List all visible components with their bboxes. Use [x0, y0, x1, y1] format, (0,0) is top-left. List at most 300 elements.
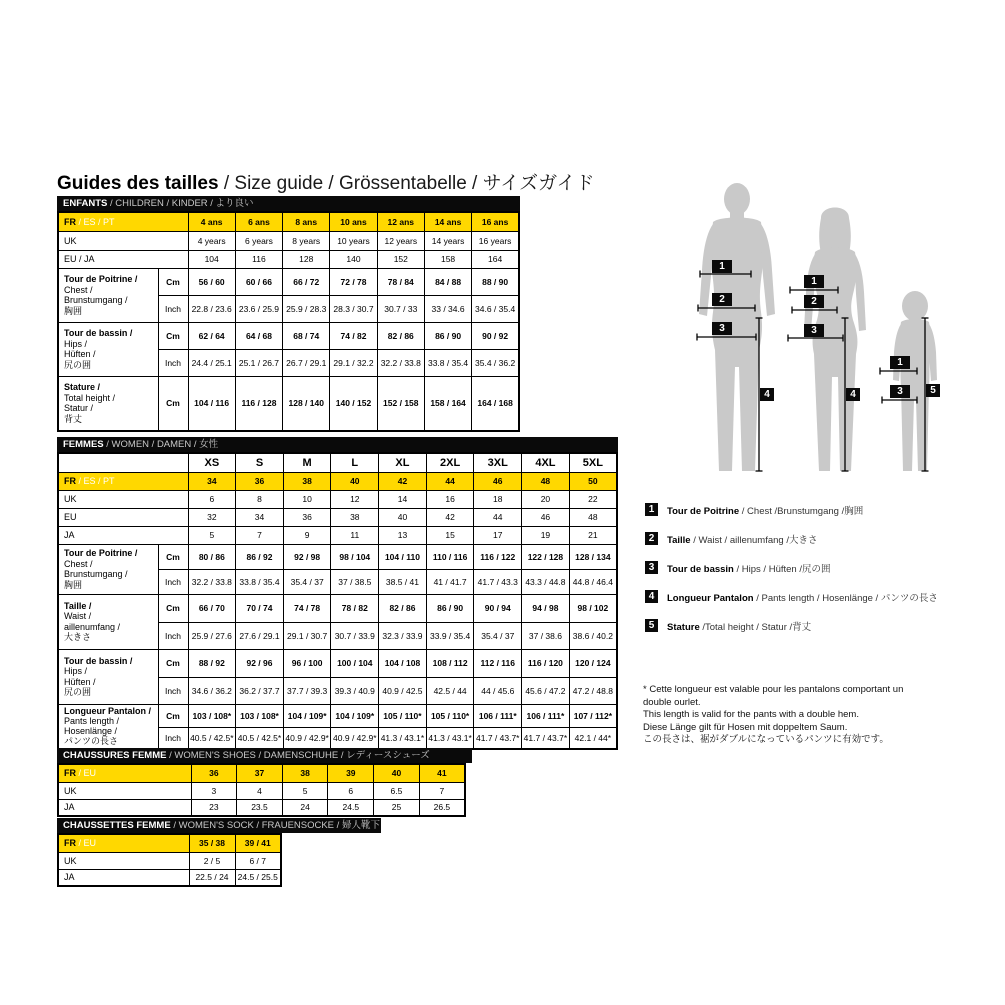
women-waist-cm-cell: 78 / 82	[331, 594, 379, 622]
socks-table-section	[57, 818, 381, 887]
children-stature-cell: 128 / 140	[283, 376, 330, 431]
page-title-rest: / Size guide / Grössentabelle / サイズガイド	[218, 173, 595, 194]
women-size-cell: 38	[331, 508, 379, 526]
children-size-cell: 6 ans	[235, 212, 282, 231]
women-size-cell: 9	[283, 526, 331, 544]
pants-length-footnote	[643, 684, 978, 747]
women-size-cell: 44	[426, 472, 474, 490]
shoes-table-header	[57, 748, 472, 763]
children-size-cell: 158	[424, 250, 471, 268]
women-hips-cm-cell: 108 / 112	[426, 649, 474, 677]
women-size-header-cell: M	[283, 453, 331, 472]
shoes-size-cell: 39	[328, 764, 374, 782]
children-hips-inch-cell: 29.1 / 32.2	[330, 349, 377, 376]
children-chest-inch-cell: 22.8 / 23.6	[188, 295, 235, 322]
women-hips-inch-cell: 40.9 / 42.5	[379, 677, 427, 704]
children-size-cell: 164	[472, 250, 519, 268]
shoes-size-cell: 40	[374, 764, 420, 782]
children-size-cell: 128	[283, 250, 330, 268]
shoes-size-cell: 4	[237, 782, 283, 799]
shoes-ja-row	[58, 799, 465, 816]
women-size-cell: 7	[236, 526, 284, 544]
women-size-cell: 34	[236, 508, 284, 526]
shoes-size-cell: 7	[419, 782, 465, 799]
children-size-cell: 14 years	[424, 231, 471, 250]
women-sizes-row	[58, 453, 617, 472]
children-fr-label: FR / ES / PT	[58, 212, 188, 231]
women-size-header-cell: 4XL	[522, 453, 570, 472]
women-chest-cm-cell: 128 / 134	[569, 544, 617, 569]
women-size-cell: 22	[569, 490, 617, 508]
children-chest-cm-cell: 60 / 66	[235, 268, 282, 295]
shoes-size-cell: 6	[328, 782, 374, 799]
children-size-cell: 10 years	[330, 231, 377, 250]
women-pants-cm-cell: 104 / 109*	[331, 704, 379, 727]
women-chest-cm-cell: 110 / 116	[426, 544, 474, 569]
shoes-size-cell: 25	[374, 799, 420, 816]
women-size-cell: 44	[474, 508, 522, 526]
women-waist-inch-cell: 32.3 / 33.9	[379, 622, 427, 649]
children-chest-cm-cell: 56 / 60	[188, 268, 235, 295]
women-pants-cm-cell: 106 / 111*	[522, 704, 570, 727]
children-chest-inch-cell: 30.7 / 33	[377, 295, 424, 322]
children-hips-inch-cell: 32.2 / 33.8	[377, 349, 424, 376]
women-waist-cm-row	[58, 594, 617, 622]
women-waist-inch-cell: 25.9 / 27.6	[188, 622, 236, 649]
women-pants-cm-cell: 107 / 112*	[569, 704, 617, 727]
shoes-size-cell: 24	[282, 799, 328, 816]
women-chest-cm-cell: 122 / 128	[522, 544, 570, 569]
women-size-cell: 13	[379, 526, 427, 544]
women-hips-inch-cell: 44 / 45.6	[474, 677, 522, 704]
women-chest-inch-cell: 37 / 38.5	[331, 569, 379, 594]
shoes-size-cell: 38	[282, 764, 328, 782]
socks-header-main: CHAUSSETTES FEMME	[63, 820, 171, 831]
children-size-table	[57, 211, 520, 432]
socks-header-rest: / WOMEN'S SOCK / FRAUENSOCKE / 婦人靴下	[170, 820, 380, 831]
women-chest-inch-cell: 35.4 / 37	[283, 569, 331, 594]
women-waist-inch-cell: 27.6 / 29.1	[236, 622, 284, 649]
women-hips-inch-cell: 39.3 / 40.9	[331, 677, 379, 704]
women-size-cell: 32	[188, 508, 236, 526]
child-height-marker: 5	[926, 384, 940, 397]
child-hips-marker: 3	[890, 385, 910, 398]
children-chest-cm-cell: 84 / 88	[424, 268, 471, 295]
shoes-size-table	[57, 763, 466, 817]
shoes-table-section	[57, 748, 472, 817]
children-chest-inch-cell: 28.3 / 30.7	[330, 295, 377, 322]
child-chest-marker: 1	[890, 356, 910, 369]
legend-num-5: 5	[645, 619, 658, 632]
children-stature-cell: 164 / 168	[472, 376, 519, 431]
children-size-cell: 12 years	[377, 231, 424, 250]
women-hips-inch-cell: 37.7 / 39.3	[283, 677, 331, 704]
socks-fr-row	[58, 834, 281, 852]
children-hips-cm-row	[58, 322, 519, 349]
women-pants-cm-cell: 106 / 111*	[474, 704, 522, 727]
footnote-line: double ourlet.	[643, 696, 701, 708]
women-chest-inch-cell: 41 / 41.7	[426, 569, 474, 594]
cm-unit-label: Cm	[158, 268, 188, 295]
shoes-uk-label: UK	[58, 782, 191, 799]
women-size-cell: 16	[426, 490, 474, 508]
women-size-header-cell: 3XL	[474, 453, 522, 472]
women-size-cell: 42	[379, 472, 427, 490]
shoes-header-rest: / WOMEN'S SHOES / DAMENSCHUHE / レディースシューズ	[166, 750, 430, 761]
children-hips-inch-cell: 24.4 / 25.1	[188, 349, 235, 376]
legend-item-hips: 3 Tour de bassin / Hips / Hüften /尻の囲	[645, 561, 985, 575]
women-size-cell: 17	[474, 526, 522, 544]
women-size-header-cell: L	[331, 453, 379, 472]
woman-height-marker: 4	[846, 388, 860, 401]
women-pants-inch-cell: 41.7 / 43.7*	[474, 727, 522, 749]
legend-num-4: 4	[645, 590, 658, 603]
children-stature-cell: 140 / 152	[330, 376, 377, 431]
women-waist-inch-cell: 38.6 / 40.2	[569, 622, 617, 649]
women-chest-cm-cell: 80 / 86	[188, 544, 236, 569]
women-size-cell: 46	[522, 508, 570, 526]
children-chest-inch-cell: 33 / 34.6	[424, 295, 471, 322]
children-stature-cell: 158 / 164	[424, 376, 471, 431]
shoes-header-main: CHAUSSURES FEMME	[63, 750, 167, 761]
women-hips-label: Tour de bassin / Hips / Hüften / 尻の囲	[58, 649, 158, 704]
women-size-header-cell: XS	[188, 453, 236, 472]
women-ja-row	[58, 526, 617, 544]
children-eu-row	[58, 250, 519, 268]
children-size-cell: 8 ans	[283, 212, 330, 231]
women-chest-inch-cell: 32.2 / 33.8	[188, 569, 236, 594]
inch-unit-label: Inch	[158, 349, 188, 376]
women-waist-cm-cell: 66 / 70	[188, 594, 236, 622]
women-size-header-cell: 5XL	[569, 453, 617, 472]
socks-size-cell: 22.5 / 24	[189, 869, 235, 886]
women-hips-cm-row	[58, 649, 617, 677]
women-hips-inch-cell: 34.6 / 36.2	[188, 677, 236, 704]
shoes-uk-row	[58, 782, 465, 799]
women-hips-inch-cell: 45.6 / 47.2	[522, 677, 570, 704]
women-waist-inch-cell: 29.1 / 30.7	[283, 622, 331, 649]
women-size-header-cell: XL	[379, 453, 427, 472]
women-eu-row	[58, 508, 617, 526]
legend-item-chest: 1 Tour de Poitrine / Chest /Brunstumgang /胸囲	[645, 503, 985, 517]
footnote-line: This length is valid for the pants with a double hem.	[643, 709, 859, 720]
legend-item-stature: 5 Stature /Total height / Statur /背丈	[645, 619, 985, 633]
footnote-line: Diese Länge gilt für Hosen mit doppeltem Saum.	[643, 721, 848, 733]
women-chest-cm-cell: 92 / 98	[283, 544, 331, 569]
children-stature-cell: 104 / 116	[188, 376, 235, 431]
women-pants-cm-cell: 104 / 109*	[283, 704, 331, 727]
children-hips-inch-cell: 35.4 / 36.2	[472, 349, 519, 376]
inch-unit-label: Inch	[158, 727, 188, 749]
children-size-cell: 140	[330, 250, 377, 268]
cm-unit-label: Cm	[158, 544, 188, 569]
women-hips-cm-cell: 112 / 116	[474, 649, 522, 677]
children-size-cell: 10 ans	[330, 212, 377, 231]
legend-num-3: 3	[645, 561, 658, 574]
children-hips-cm-cell: 62 / 64	[188, 322, 235, 349]
women-waist-cm-cell: 82 / 86	[379, 594, 427, 622]
children-chest-cm-cell: 78 / 84	[377, 268, 424, 295]
women-size-cell: 12	[331, 490, 379, 508]
socks-uk-label: UK	[58, 852, 189, 869]
women-size-cell: 34	[188, 472, 236, 490]
shoes-size-cell: 23.5	[237, 799, 283, 816]
shoes-size-cell: 24.5	[328, 799, 374, 816]
children-hips-inch-cell: 25.1 / 26.7	[235, 349, 282, 376]
children-size-cell: 16 ans	[472, 212, 519, 231]
woman-chest-marker: 1	[804, 275, 824, 288]
women-size-cell: 14	[379, 490, 427, 508]
women-fr-label: FR / ES / PT	[58, 472, 188, 490]
children-size-cell: 152	[377, 250, 424, 268]
women-table-header	[57, 437, 618, 452]
women-chest-cm-row	[58, 544, 617, 569]
shoes-size-cell: 5	[282, 782, 328, 799]
women-size-cell: 20	[522, 490, 570, 508]
inch-unit-label: Inch	[158, 295, 188, 322]
inch-unit-label: Inch	[158, 677, 188, 704]
women-size-cell: 19	[522, 526, 570, 544]
children-stature-row	[58, 376, 519, 431]
shoes-size-cell: 41	[419, 764, 465, 782]
women-pants-cm-cell: 105 / 110*	[426, 704, 474, 727]
women-size-cell: 18	[474, 490, 522, 508]
women-pants-inch-cell: 41.3 / 43.1*	[379, 727, 427, 749]
women-size-header-cell: S	[236, 453, 284, 472]
women-chest-inch-cell: 38.5 / 41	[379, 569, 427, 594]
shoes-size-cell: 36	[191, 764, 237, 782]
women-pants-inch-cell: 42.1 / 44*	[569, 727, 617, 749]
women-waist-cm-cell: 98 / 102	[569, 594, 617, 622]
shoes-fr-row	[58, 764, 465, 782]
man-hips-marker: 3	[712, 322, 732, 335]
women-chest-label: Tour de Poitrine / Chest / Brunstumgang / 胸囲	[58, 544, 158, 594]
children-table-header	[57, 196, 520, 211]
women-size-cell: 6	[188, 490, 236, 508]
children-table-section	[57, 196, 520, 432]
children-chest-inch-cell: 23.6 / 25.9	[235, 295, 282, 322]
shoes-size-cell: 3	[191, 782, 237, 799]
women-header-rest: / WOMEN / DAMEN / 女性	[103, 439, 219, 450]
children-hips-inch-cell: 33.8 / 35.4	[424, 349, 471, 376]
children-hips-cm-cell: 68 / 74	[283, 322, 330, 349]
women-chest-cm-cell: 116 / 122	[474, 544, 522, 569]
socks-size-table	[57, 833, 282, 887]
women-size-header-cell: 2XL	[426, 453, 474, 472]
women-size-cell: 48	[569, 508, 617, 526]
children-chest-cm-cell: 88 / 90	[472, 268, 519, 295]
women-chest-inch-cell: 33.8 / 35.4	[236, 569, 284, 594]
cm-unit-label: Cm	[158, 704, 188, 727]
women-sizes-empty-cell	[58, 453, 188, 472]
women-pants-cm-cell: 103 / 108*	[188, 704, 236, 727]
women-waist-label: Taille / Waist / aillenumfang / 大きさ	[58, 594, 158, 649]
shoes-ja-label: JA	[58, 799, 191, 816]
women-waist-inch-cell: 30.7 / 33.9	[331, 622, 379, 649]
women-size-table	[57, 452, 618, 750]
women-uk-label: UK	[58, 490, 188, 508]
children-size-cell: 12 ans	[377, 212, 424, 231]
children-stature-cell: 116 / 128	[235, 376, 282, 431]
women-pants-inch-cell: 40.5 / 42.5*	[236, 727, 284, 749]
women-hips-cm-cell: 120 / 124	[569, 649, 617, 677]
women-pants-cm-row	[58, 704, 617, 727]
women-waist-cm-cell: 90 / 94	[474, 594, 522, 622]
woman-waist-marker: 2	[804, 295, 824, 308]
children-stature-label: Stature / Total height / Statur / 背丈	[58, 376, 158, 431]
children-size-cell: 8 years	[283, 231, 330, 250]
cm-unit-label: Cm	[158, 594, 188, 622]
women-uk-row	[58, 490, 617, 508]
women-chest-cm-cell: 86 / 92	[236, 544, 284, 569]
footnote-line: この長さは、裾がダブルになっているパンツに有効です。	[643, 734, 889, 745]
children-header-main: ENFANTS	[63, 198, 108, 209]
women-size-cell: 10	[283, 490, 331, 508]
women-size-cell: 42	[426, 508, 474, 526]
women-size-cell: 8	[236, 490, 284, 508]
cm-unit-label: Cm	[158, 376, 188, 431]
shoes-size-cell: 26.5	[419, 799, 465, 816]
children-size-cell: 6 years	[235, 231, 282, 250]
women-size-cell: 48	[522, 472, 570, 490]
cm-unit-label: Cm	[158, 649, 188, 677]
children-hips-cm-cell: 90 / 92	[472, 322, 519, 349]
women-hips-cm-cell: 100 / 104	[331, 649, 379, 677]
women-chest-inch-cell: 43.3 / 44.8	[522, 569, 570, 594]
shoes-size-cell: 37	[237, 764, 283, 782]
children-hips-cm-cell: 86 / 90	[424, 322, 471, 349]
socks-size-cell: 35 / 38	[189, 834, 235, 852]
women-hips-inch-cell: 36.2 / 37.7	[236, 677, 284, 704]
page-title	[57, 168, 595, 195]
women-size-cell: 38	[283, 472, 331, 490]
children-size-cell: 16 years	[472, 231, 519, 250]
women-hips-inch-cell: 42.5 / 44	[426, 677, 474, 704]
children-stature-cell: 152 / 158	[377, 376, 424, 431]
children-size-cell: 14 ans	[424, 212, 471, 231]
children-size-cell: 116	[235, 250, 282, 268]
women-chest-inch-cell: 44.8 / 46.4	[569, 569, 617, 594]
children-chest-cm-cell: 66 / 72	[283, 268, 330, 295]
children-fr-row	[58, 212, 519, 231]
legend-item-pants-length: 4 Longueur Pantalon / Pants length / Hosenlänge / パンツの長さ	[645, 590, 985, 604]
women-size-cell: 36	[236, 472, 284, 490]
women-eu-label: EU	[58, 508, 188, 526]
women-size-cell: 46	[474, 472, 522, 490]
socks-size-cell: 24.5 / 25.5	[235, 869, 281, 886]
women-hips-cm-cell: 88 / 92	[188, 649, 236, 677]
women-table-section	[57, 437, 618, 750]
women-hips-cm-cell: 104 / 108	[379, 649, 427, 677]
children-size-cell: 104	[188, 250, 235, 268]
women-waist-cm-cell: 70 / 74	[236, 594, 284, 622]
women-size-cell: 36	[283, 508, 331, 526]
women-pants-label: Longueur Pantalon / Pants length / Hosenlänge / パンツの長さ	[58, 704, 158, 749]
socks-table-header	[57, 818, 381, 833]
socks-size-cell: 2 / 5	[189, 852, 235, 869]
women-chest-cm-cell: 98 / 104	[331, 544, 379, 569]
children-header-rest: / CHILDREN / KINDER / より良い	[107, 198, 254, 209]
women-pants-inch-cell: 40.5 / 42.5*	[188, 727, 236, 749]
socks-ja-row	[58, 869, 281, 886]
children-hips-label: Tour de bassin / Hips / Hüften / 尻の囲	[58, 322, 158, 376]
shoes-size-cell: 6.5	[374, 782, 420, 799]
women-size-cell: 50	[569, 472, 617, 490]
woman-hips-marker: 3	[804, 324, 824, 337]
women-waist-inch-cell: 37 / 38.6	[522, 622, 570, 649]
women-header-main: FEMMES	[63, 439, 104, 450]
women-hips-cm-cell: 96 / 100	[283, 649, 331, 677]
socks-size-cell: 39 / 41	[235, 834, 281, 852]
socks-ja-label: JA	[58, 869, 189, 886]
children-chest-label: Tour de Poitrine / Chest / Brunstumgang / 胸囲	[58, 268, 158, 322]
children-chest-inch-cell: 25.9 / 28.3	[283, 295, 330, 322]
women-hips-inch-cell: 47.2 / 48.8	[569, 677, 617, 704]
women-pants-inch-cell: 41.3 / 43.1*	[426, 727, 474, 749]
women-pants-cm-cell: 105 / 110*	[379, 704, 427, 727]
children-hips-cm-cell: 64 / 68	[235, 322, 282, 349]
women-waist-inch-cell: 33.9 / 35.4	[426, 622, 474, 649]
women-chest-cm-cell: 104 / 110	[379, 544, 427, 569]
cm-unit-label: Cm	[158, 322, 188, 349]
women-waist-cm-cell: 86 / 90	[426, 594, 474, 622]
women-size-cell: 11	[331, 526, 379, 544]
women-pants-cm-cell: 103 / 108*	[236, 704, 284, 727]
socks-uk-row	[58, 852, 281, 869]
women-pants-inch-cell: 40.9 / 42.9*	[283, 727, 331, 749]
footnote-line: * Cette longueur est valable pour les pantalons comportant un	[643, 684, 904, 695]
women-size-cell: 40	[331, 472, 379, 490]
women-size-cell: 40	[379, 508, 427, 526]
man-chest-marker: 1	[712, 260, 732, 273]
man-waist-marker: 2	[712, 293, 732, 306]
children-size-cell: 4 ans	[188, 212, 235, 231]
shoes-fr-label: FR / EU	[58, 764, 191, 782]
man-height-marker: 4	[760, 388, 774, 401]
women-waist-inch-cell: 35.4 / 37	[474, 622, 522, 649]
women-waist-cm-cell: 74 / 78	[283, 594, 331, 622]
shoes-size-cell: 23	[191, 799, 237, 816]
children-eu-label: EU / JA	[58, 250, 188, 268]
children-chest-inch-cell: 34.6 / 35.4	[472, 295, 519, 322]
children-uk-row	[58, 231, 519, 250]
legend-item-waist: 2 Taille / Waist / aillenumfang /大きさ	[645, 532, 985, 546]
page-title-main: Guides des tailles	[57, 173, 219, 194]
inch-unit-label: Inch	[158, 622, 188, 649]
women-hips-cm-cell: 92 / 96	[236, 649, 284, 677]
legend-num-2: 2	[645, 532, 658, 545]
women-size-cell: 15	[426, 526, 474, 544]
women-ja-label: JA	[58, 526, 188, 544]
women-pants-inch-cell: 41.7 / 43.7*	[522, 727, 570, 749]
children-chest-cm-cell: 72 / 78	[330, 268, 377, 295]
inch-unit-label: Inch	[158, 569, 188, 594]
women-chest-inch-cell: 41.7 / 43.3	[474, 569, 522, 594]
socks-fr-label: FR / EU	[58, 834, 189, 852]
socks-size-cell: 6 / 7	[235, 852, 281, 869]
women-size-cell: 21	[569, 526, 617, 544]
children-size-cell: 4 years	[188, 231, 235, 250]
children-hips-inch-cell: 26.7 / 29.1	[283, 349, 330, 376]
women-hips-cm-cell: 116 / 120	[522, 649, 570, 677]
women-waist-cm-cell: 94 / 98	[522, 594, 570, 622]
women-size-cell: 5	[188, 526, 236, 544]
legend-num-1: 1	[645, 503, 658, 516]
children-chest-cm-row	[58, 268, 519, 295]
measurement-legend	[645, 503, 985, 648]
children-hips-cm-cell: 82 / 86	[377, 322, 424, 349]
women-pants-inch-cell: 40.9 / 42.9*	[331, 727, 379, 749]
